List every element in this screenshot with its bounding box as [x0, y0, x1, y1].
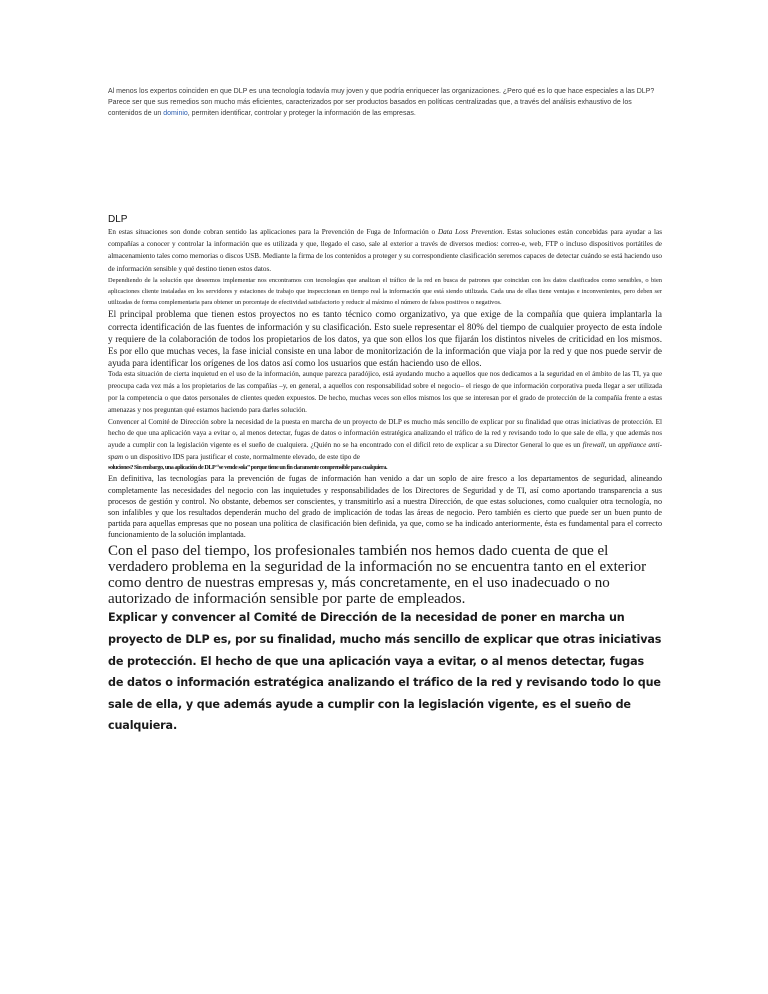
- article-body: [108, 214, 662, 737]
- dominio-link[interactable]: dominio: [163, 110, 188, 117]
- p5-text-a: Convencer al Comité de Dirección sobre la necesidad de la puesta en marcha de un proyecto de DLP es mucho más sencillo de explicar por su finalidad que otras iniciativas de protección. El hecho de que una aplicación vaya a evitar o, al menos detectar, fugas de datos o información estratégica analizando el tráfico de la red y revisando todo lo que sale de ella, y que además nos ayude a cumplir con la legislación vigente es el sueño de cualquiera. ¿Quién no se ha encontrado con el difícil reto de explicar a su Director General lo que es un: [108, 417, 662, 450]
- paragraph-inquietud: Toda esta situación de cierta inquietud en el uso de la información, aunque parezca paradójico, está ayudando mucho a aquellos que nos dedicamos a la seguridad en el ámbito de las TI, ya que preocupa cada vez más a los propietarios de las compañías –y, en general, a aquellos con responsabilidad sobre el negocio– el riesgo de que información corporativa pueda llegar a ser utilizada por la competencia o que datos personales de clientes queden expuestos. De hecho, muchas veces son ellos mismos los que se interesan por el grado de protección de la compañía frente a estas amenazas y nos preguntan qué estamos haciendo para darles solución.: [108, 370, 662, 414]
- p1-text-b: . Estas soluciones están concebidas para ayudar a las compañías a conocer y controlar la información que es utilizada y que, llegado el caso, sale al exterior a través de diversos medios: correo-e, web, FTP o incluso dispositivos portátiles de almacenamiento tales como memorias o discos USB. Mediante la firma de los contenidos a proteger y su correspondiente clasificación seremos capaces de detectar cuándo se está haciendo uso de información sensible y qué destino tienen estos datos.: [108, 228, 663, 273]
- paragraph-dlp-intro: [108, 226, 662, 275]
- p5-emphasis-appliance: appliance anti-spam: [108, 441, 663, 461]
- paragraph-main-problem: El principal problema que tienen estos proyectos no es tanto técnico como organizativo, ya que exige de la compañía que quiera implantarla la correcta identificación de las fuentes de información y su clasificación. Esto suele representar el 80% del tiempo de cualquier proyecto de esta índole y requiere de la colaboración de todos los propietarios de los datos, ya que son ellos los que fijarán los distintos niveles de criticidad en los mismos. Es por ello que muchas veces, la fase inicial consiste en una labor de monitorización de la información que viaja por la red y que nos puede servir de ayuda para identificar los orígenes de los datos así como los usuarios que están haciendo uso de ellos.: [108, 309, 662, 369]
- intro-text-start: Al menos los expertos coinciden en que DLP es una tecnología todavía muy joven y que podría enriquecer las organizaciones. ¿Pero qué es lo que hace especiales a las DLP? Parece ser que sus remedios son mucho más eficientes, caracterizados por ser productos basados en políticas centralizadas que, a través del análisis exhaustivo de los contenidos de un: [108, 88, 655, 117]
- intro-paragraph: [108, 86, 662, 119]
- p5-text-c: o un dispositivo IDS para justificar el coste, normalmente elevado, de este tipo de: [123, 452, 360, 461]
- paragraph-solutions: Dependiendo de la solución que deseemos implementar nos encontramos con tecnologías que analizan el tráfico de la red en busca de patrones que coincidan con los datos clasificados como sensibles, o bien aplicaciones cliente instaladas en los servidores y estaciones de trabajo que inspeccionan en tiempo real la información que está siendo utilizada. Cada una de ellas tiene ventajas e inconvenientes, pero deben ser utilizadas de forma complementaria para obtener un porcentaje de efectividad satisfactorio y reducir al máximo el número de falsos positivos o negativos.: [108, 276, 662, 307]
- paragraph-compressed-line: soluciones? Sin embargo, una aplicación de DLP “se vende sola” porque tiene un fin claramente comprensible para cualquiera.: [108, 464, 388, 472]
- paragraph-explicar: Explicar y convencer al Comité de Dirección de la necesidad de poner en marcha un proyecto de DLP es, por su finalidad, mucho más sencillo de explicar que otras iniciativas de protección. El hecho de que una aplicación vaya a evitar, o al menos detectar, fugas de datos o información estratégica analizando el tráfico de la red y revisando todo lo que sale de ella, y que además ayude a cumplir con la legislación vigente, es el sueño de cualquiera.: [108, 611, 662, 733]
- intro-text-end: , permiten identificar, controlar y proteger la información de las empresas.: [187, 110, 416, 117]
- p5-emphasis-firewall: firewall: [582, 441, 605, 450]
- p5-text-b: , un: [604, 441, 618, 450]
- paragraph-convencer: [108, 417, 662, 464]
- p1-emphasis: Data Loss Prevention: [437, 228, 503, 236]
- paragraph-profesionales: Con el paso del tiempo, los profesionales también nos hemos dado cuenta de que el verdadero problema en la seguridad de la información no se encuentra tanto en el exterior como dentro de nuestras empresas y, más concretamente, en el uso inadecuado o no autorizado de información sensible por parte de empleados.: [108, 542, 647, 608]
- p1-text-a: En estas situaciones son donde cobran sentido las aplicaciones para la Prevención de Fuga de Información o: [108, 228, 438, 236]
- paragraph-en-definitiva: En definitiva, las tecnologías para la prevención de fugas de información han venido a dar un soplo de aire fresco a los departamentos de seguridad, alineando completamente las necesidades del negocio con las inquietudes y responsabilidades de los Directores de Seguridad y de TI, así como aportando transparencia a sus procesos de gestión y control. No obstante, debemos ser conscientes, y transmitirlo así a nuestra Dirección, de que estas soluciones, como cualquier otra tecnología, no son infalibles y que los resultados dependerán mucho del grado de implicación de todas las áreas de negocio. Pero también es cierto que puede ser un buen punto de partida para aquellas empresas que no posean una política de clasificación bien definida, ya que, como se ha indicado anteriormente, ésta es fundamental para el correcto funcionamiento de la solución implantada.: [108, 474, 662, 540]
- section-heading: DLP: [108, 214, 128, 225]
